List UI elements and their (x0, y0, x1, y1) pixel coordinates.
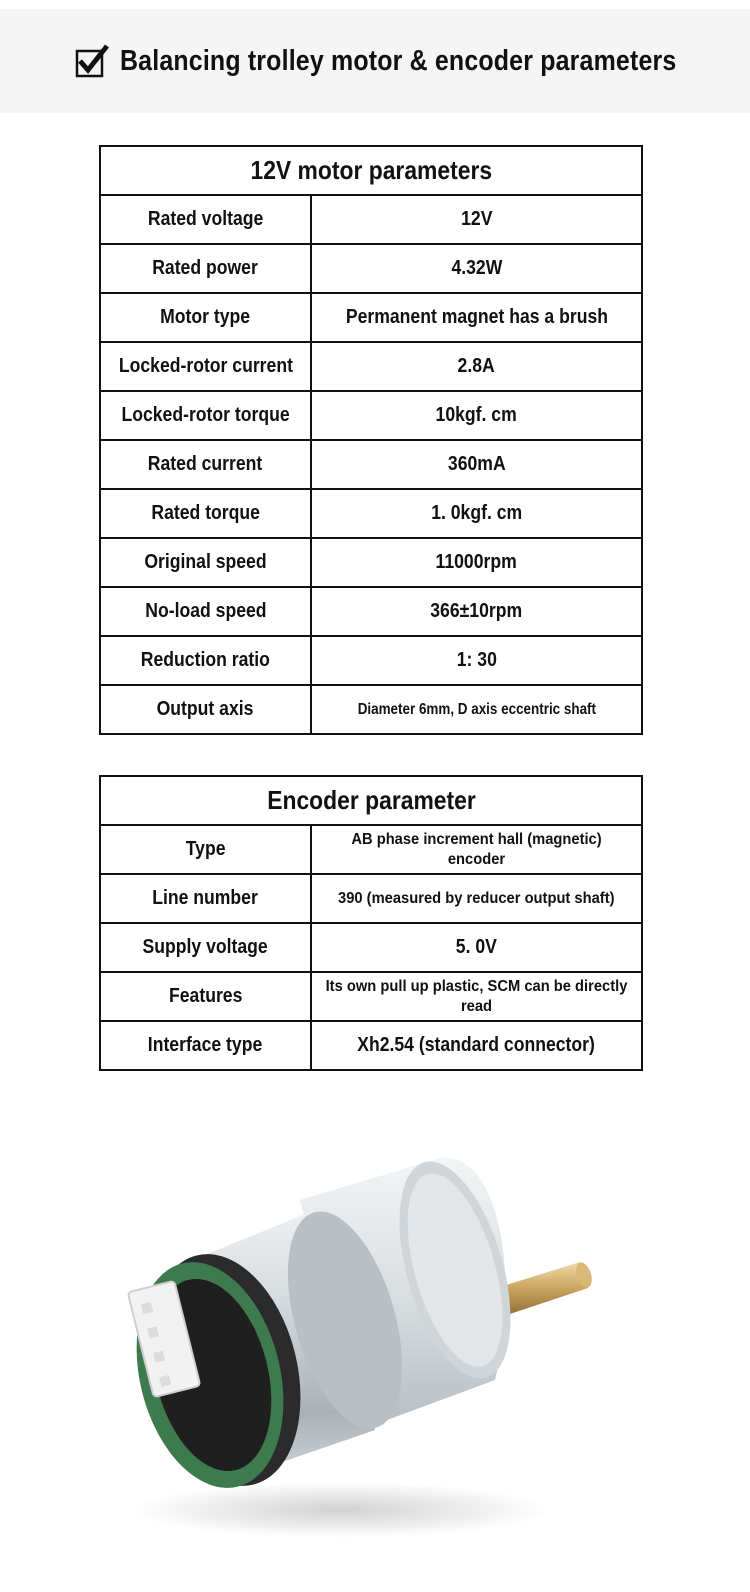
param-value: Its own pull up plastic, SCM can be directly read (311, 972, 642, 1021)
table-row (100, 538, 642, 587)
param-label: Rated torque (100, 489, 311, 538)
table-row (100, 923, 642, 972)
table-row (100, 244, 642, 293)
table-row (100, 342, 642, 391)
param-value: 360mA (311, 440, 642, 489)
param-value: 1. 0kgf. cm (311, 489, 642, 538)
table-row (100, 440, 642, 489)
table-row (100, 685, 642, 734)
param-value: Diameter 6mm, D axis eccentric shaft (311, 685, 642, 734)
param-label: Rated voltage (100, 195, 311, 244)
param-label: Interface type (100, 1021, 311, 1070)
param-value: 1: 30 (311, 636, 642, 685)
param-label: Locked-rotor torque (100, 391, 311, 440)
param-label: Locked-rotor current (100, 342, 311, 391)
param-label: Rated power (100, 244, 311, 293)
param-value: Xh2.54 (standard connector) (311, 1021, 642, 1070)
param-value: AB phase increment hall (magnetic) encoder (311, 825, 642, 874)
table-row (100, 874, 642, 923)
encoder-parameters-table (99, 775, 643, 1071)
param-value: Permanent magnet has a brush (311, 293, 642, 342)
param-label: Reduction ratio (100, 636, 311, 685)
param-label: Supply voltage (100, 923, 311, 972)
param-label: Motor type (100, 293, 311, 342)
table-row (100, 489, 642, 538)
encoder-table-title: Encoder parameter (100, 776, 642, 825)
param-value: 366±10rpm (311, 587, 642, 636)
header-banner (0, 9, 750, 113)
motor-parameters-table (99, 145, 643, 735)
table-row (100, 195, 642, 244)
param-label: Features (100, 972, 311, 1021)
param-label: Line number (100, 874, 311, 923)
page-title: Balancing trolley motor & encoder parameters (119, 44, 676, 77)
table-row (100, 587, 642, 636)
motor-table-title: 12V motor parameters (100, 146, 642, 195)
param-value: 11000rpm (311, 538, 642, 587)
param-label: Type (100, 825, 311, 874)
param-value: 12V (311, 195, 642, 244)
param-value: 4.32W (311, 244, 642, 293)
table-row (100, 972, 642, 1021)
param-value: 10kgf. cm (311, 391, 642, 440)
param-label: Output axis (100, 685, 311, 734)
param-label: No-load speed (100, 587, 311, 636)
table-row (100, 391, 642, 440)
table-row (100, 636, 642, 685)
param-value: 2.8A (311, 342, 642, 391)
motor-photo (110, 1130, 610, 1550)
param-value: 5. 0V (311, 923, 642, 972)
param-value: 390 (measured by reducer output shaft) (311, 874, 642, 923)
checkbox-checked-icon (74, 43, 110, 79)
table-row (100, 825, 642, 874)
param-label: Rated current (100, 440, 311, 489)
param-label: Original speed (100, 538, 311, 587)
table-row (100, 1021, 642, 1070)
table-row (100, 293, 642, 342)
